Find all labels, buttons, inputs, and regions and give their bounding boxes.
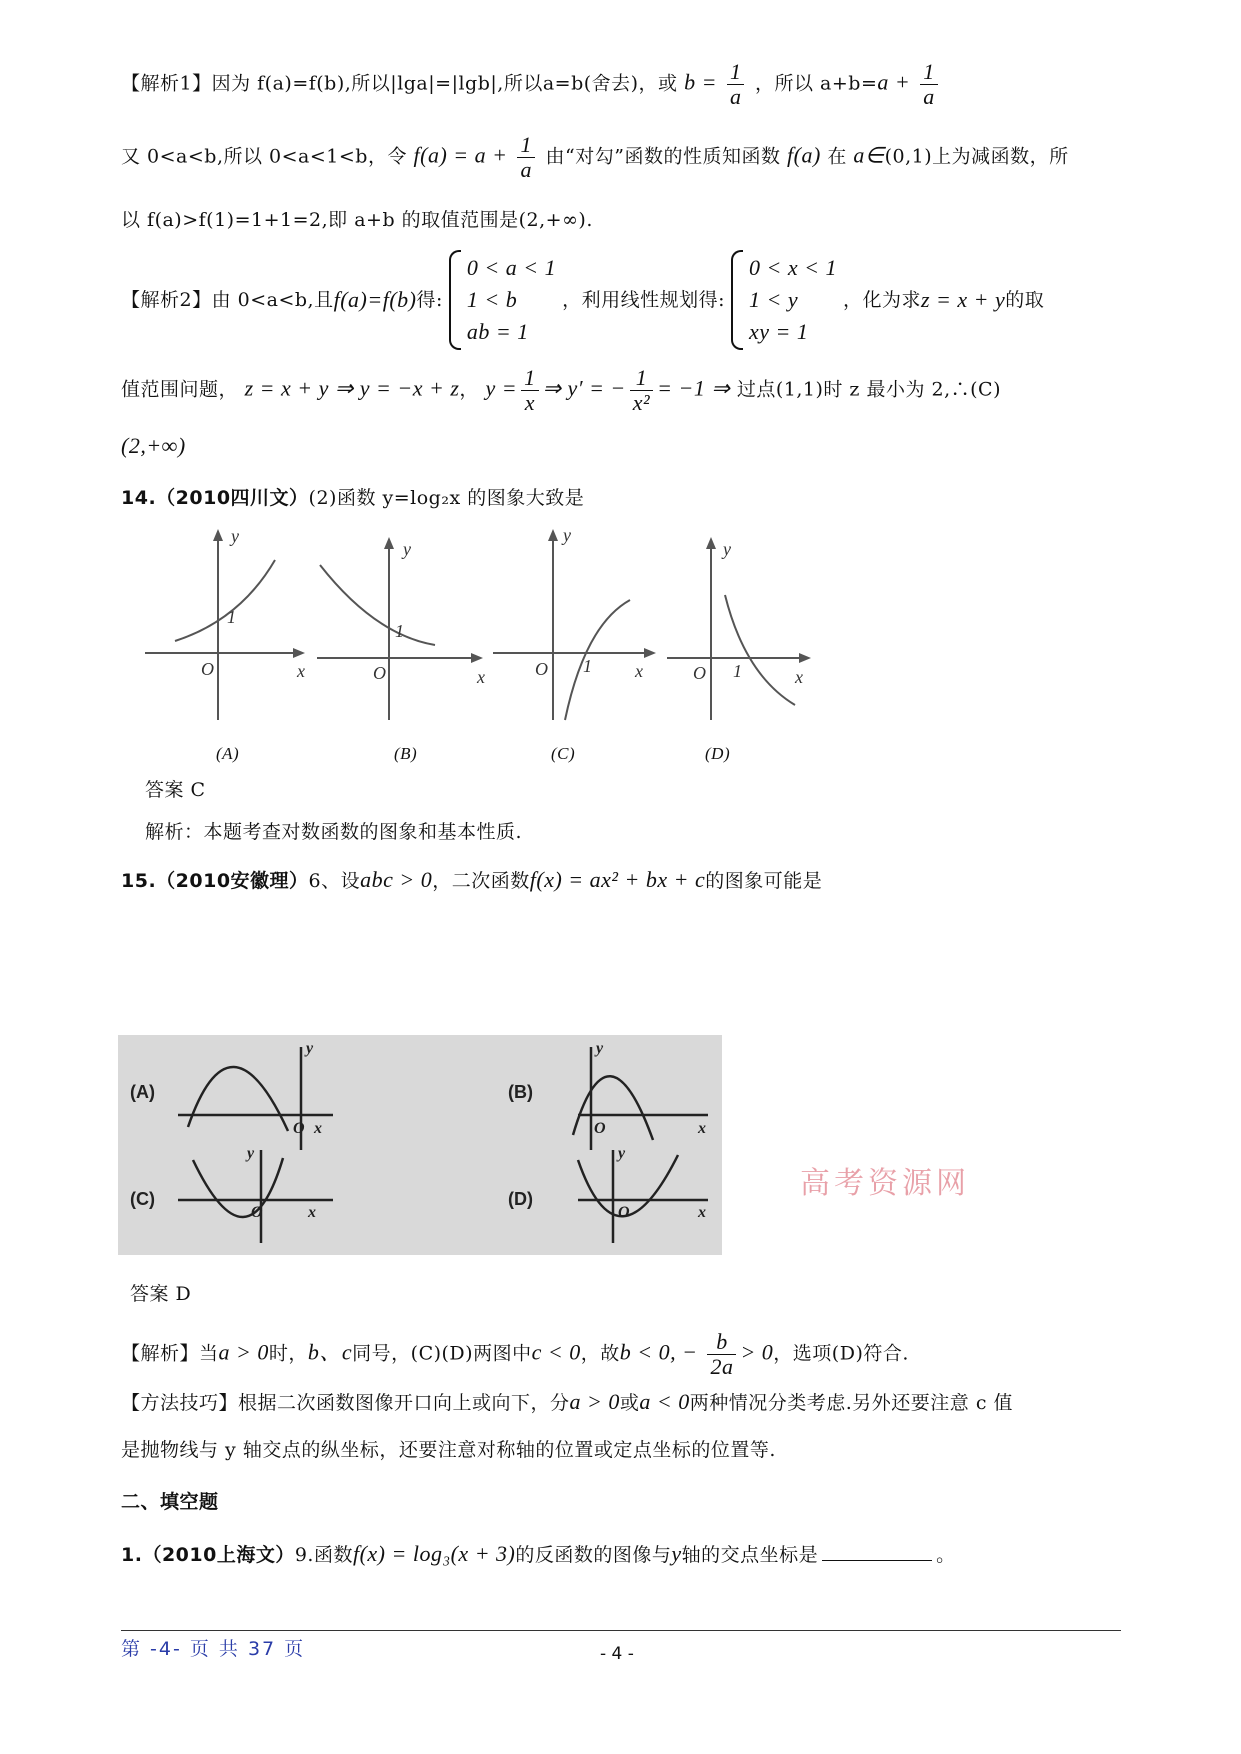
origin-label: O [618,1204,630,1221]
text: 值范围问题， [121,378,239,401]
equation-system-1: 0 < a < 1 1 < b ab = 1 [449,250,556,350]
text: 过点(1,1)时 z 最小为 2,∴(C) [736,378,1001,401]
analysis-2-line-3: (2,+∞) [121,433,186,458]
section-heading: 二、填空题 [121,1491,219,1513]
watermark-text: 高考资源网 [800,1166,970,1201]
axis-y-label: y [403,539,411,559]
q15-graphs-photo [118,1035,722,1255]
math-z: z = x + y [920,287,1006,312]
axis-y-label: y [231,526,239,546]
question-15 [121,866,1121,895]
axis-x-label: x [795,667,803,687]
math-a-negative: a < 0 [639,1389,690,1414]
text: 在 [827,145,847,168]
math-b-negative: b < 0, [619,1339,677,1365]
math-eq: = −1 ⇒ [657,375,731,401]
text: ，利用线性规划得: [562,289,725,311]
text: 【解析1】因为 f(a)=f(b),所以|lga|=|lgb|,所以a=b(舍去)，或 [121,72,678,95]
axis-x-label: x [698,1120,706,1137]
label-c: (C) [551,744,576,763]
axis-x-label: x [477,667,485,687]
text: 的反函数的图像与 [515,1544,672,1566]
text: (0,1)上为减函数，所 [884,145,1069,168]
text: 【解析2】由 0<a<b,且 [121,289,334,311]
math-abc: abc > 0 [360,867,433,892]
math-z-line: z = x + y ⇒ y = −x + z [244,375,460,401]
text: 【解析】当 [121,1342,219,1365]
math-fa-fb: f(a)=f(b) [333,287,417,312]
axis-y-label: y [723,539,731,559]
math-bc: b、c [307,1339,353,1365]
axis-x-label: x [635,661,643,681]
footer-page-number: - 4 - [600,1644,634,1664]
analysis-2-line-1 [121,250,1121,350]
fill-question-1-head: 1.（2010上海文） [121,1544,295,1566]
math-b: b [684,69,696,95]
text: 由“对勾”函数的性质知函数 [545,145,781,168]
question-14 [121,484,1121,512]
text: 时， [268,1342,308,1365]
one-label: 1 [227,607,236,627]
footer-page-count: 第 -4- 页 共 37 页 [121,1638,306,1660]
analysis-2-line-2: 值范围问题， z = x + y ⇒ y = −x + z， y = $\frac{1}{x}$ ⇒ y′ = − $\frac{1}{\text{x²}}$ = −1 ⇒ 过点(1,1)时 z 最小为 2,∴(C) [121,365,1001,415]
label-c: (C) [130,1189,155,1209]
axis-y-label: y [247,1145,255,1162]
origin-label: O [293,1120,305,1137]
axis-x-label: x [314,1120,322,1137]
text: 同号，(C)(D)两图中 [352,1342,532,1365]
text: 9.函数 [294,1544,353,1566]
q14-analysis: 解析：本题考查对数函数的图象和基本性质. [145,821,523,843]
label-a: (A) [216,744,240,763]
analysis-1-line-2: 又 0<a<b,所以 0<a<1<b，令 f(a) = a + $\frac{1}{a}$ 由“对勾”函数的性质知函数 f(a) 在 a∈(0,1)上为减函数，所 [121,132,1069,182]
q15-analysis: 【解析】当a > 0时，b、c同号，(C)(D)两图中c < 0，故b < 0, − $\frac{b}{2a}$ > 0，选项(D)符合. [121,1329,909,1379]
q15-answer: 答案 D [130,1283,192,1305]
text: 的取 [1005,289,1045,311]
math-derivative: ⇒ y′ = − [542,375,626,401]
question-15-head: 15.（2010安徽理） [121,870,309,892]
math-y: y = [485,375,518,401]
graph-a [145,526,305,720]
math-quadratic: f(x) = ax² + bx + c [529,867,706,892]
math-log-function: f(x) = log₃(x + 3) [352,1541,516,1566]
math-gt-zero: > 0 [740,1339,774,1365]
answer-blank[interactable] [822,1560,932,1561]
text: ，选项(D)符合. [773,1342,909,1365]
origin-label: O [373,663,386,683]
math-y: y [671,1541,682,1566]
origin-label: O [693,663,706,683]
axis-y-label: y [306,1040,314,1057]
axis-x-label: x [297,661,305,681]
math-c-negative: c < 0 [531,1339,581,1365]
label-b: (B) [508,1082,533,1102]
label-b: (B) [394,744,418,763]
text: 两种情况分类考虑.另外还要注意 c 值 [689,1392,1014,1414]
analysis-1-line-3: 以 f(a)>f(1)=1+1=2,即 a+b 的取值范围是(2,+∞). [121,209,593,231]
text: ，二次函数 [432,870,530,892]
math-fa: f(a) [787,142,821,168]
fraction-1-over-a: $\frac{1}{a}$ [727,60,745,109]
origin-label: O [535,659,548,679]
question-14-body: (2)函数 y=log₂x 的图象大致是 [308,487,585,509]
fraction-b-over-2a: $\frac{b}{2a}$ [707,1330,736,1379]
one-label: 1 [733,661,742,681]
method-tips [121,1388,1121,1417]
text: 得: [416,289,443,311]
one-label: 1 [395,621,404,641]
label-a: (A) [130,1082,155,1102]
origin-label: O [251,1204,263,1221]
math-a-positive: a > 0 [218,1339,269,1365]
q14-answer: 答案 C [145,779,206,801]
axis-x-label: x [698,1204,706,1221]
question-14-head: 14.（2010四川文） [121,487,309,509]
text: 6、设 [308,870,361,892]
fraction-1-over-a: $\frac{1}{a}$ [920,60,938,109]
text: 。 [936,1544,956,1566]
text: 又 0<a<b,所以 0<a<1<b，令 [121,145,407,168]
axis-y-label: y [618,1145,626,1162]
graph-d [667,537,811,720]
origin-label: O [594,1120,606,1137]
q15-graphs [118,1035,722,1255]
text: ，化为求 [842,289,921,311]
text: 的图象可能是 [705,870,823,892]
axis-x-label: x [308,1204,316,1221]
one-label: 1 [583,656,592,676]
axis-y-label: y [596,1040,604,1057]
text: ，故 [580,1342,620,1365]
text: 或 [619,1392,640,1414]
footer-rule [121,1630,1121,1631]
text: ，所以 a+b= [755,72,878,95]
math-a: a [853,142,865,168]
label-d: (D) [508,1189,533,1209]
math-fa: f(a) [413,142,448,168]
graph-c [493,525,656,720]
label-d: (D) [705,744,731,763]
text: 轴的交点坐标是 [681,1544,819,1566]
axis-y-label: y [563,525,571,545]
fraction-1-over-a: $\frac{1}{a}$ [517,133,535,182]
math-a-positive: a > 0 [569,1389,620,1414]
fill-question-1 [121,1540,1121,1569]
graph-b [317,537,485,720]
q14-graphs [145,525,825,725]
method-tips-line-2: 是抛物线与 y 轴交点的纵坐标，还要注意对称轴的位置或定点坐标的位置等. [121,1439,776,1461]
text: 【方法技巧】根据二次函数图像开口向上或向下，分 [121,1392,570,1414]
equation-system-2: 0 < x < 1 1 < y xy = 1 [731,250,837,350]
analysis-1-line-1: 【解析1】因为 f(a)=f(b),所以|lga|=|lgb|,所以a=b(舍去)，或 b = $\frac{1}{a}$ ，所以 a+b=a + $\frac{1}{a}$ [121,60,1121,109]
origin-label: O [201,659,214,679]
